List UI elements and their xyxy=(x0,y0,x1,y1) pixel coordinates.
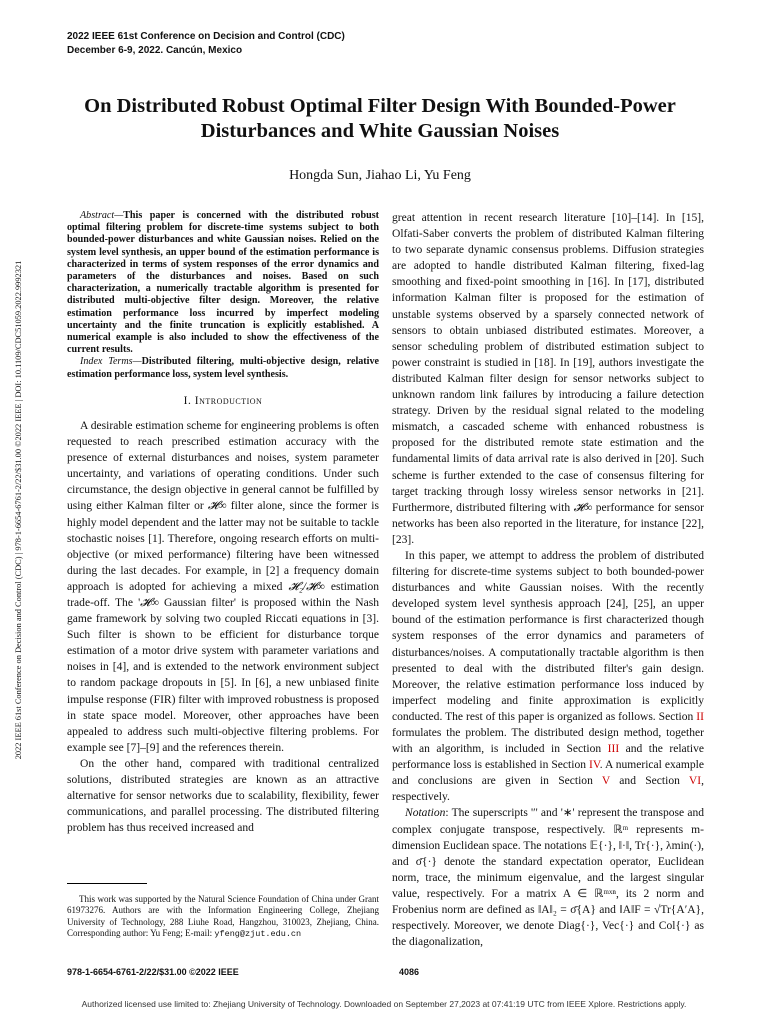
right-column xyxy=(392,210,704,950)
conference-header xyxy=(67,30,345,58)
section-link-ii[interactable]: II xyxy=(696,710,704,723)
authorized-use-notice: Authorized licensed use limited to: Zhejiang University of Technology. Downloaded on September 27,2023 at 07:41:19 UTC from IEEE Xplore. Restrictions apply. xyxy=(81,999,687,1009)
abstract-label: Abstract xyxy=(80,210,115,221)
abstract-text: This paper is concerned with the distributed robust optimal filtering problem for discrete-time systems subject to both bounded-power disturbances and white Gaussian noises. Relied on the system level synthesis, an upper bound of the estimation performance is characterized in terms of system responses of the error dynamics and parameters of the disturbances and noises. Based on such characterization, a numerically tractable algorithm is presented for distributed multi-objective filter design. Moreover, the relative estimation performance loss incurred by imperfect modeling uncertainty and the finite truncation is explicitly established. A numerical example is also included to show the effectiveness of the current results. xyxy=(67,210,379,356)
notation-label: Notation xyxy=(405,807,446,820)
section-link-v[interactable]: V xyxy=(601,775,611,788)
notation-paragraph: Notation: The superscripts '′' and '∗' represent the transpose and complex conjugate transpose, respectively. ℝᵐ represents m-dimension Euclidean space. The notations 𝔼{·}, ‖·‖, Tr{·}, λmin(·), and σ̄{·} denote the standard expectation operator, Euclidean norm, trace, the minimum eigenvalue, and the largest singular value, respectively. For a matrix A ∈ ℝᵐˣⁿ, its 2 norm and Frobenius norm are defined as ‖A‖₂ = σ̄{A} and ‖A‖F = √Tr{A′A}, respectively. Moreover, we denote Diag{·}, Vec{·} and Col{·} as the diagonalization, xyxy=(392,807,704,949)
footer-isbn: 978-1-6654-6761-2/22/$31.00 ©2022 IEEE xyxy=(67,967,239,977)
footnote: This work was supported by the Natural Science Foundation of China under Grant 61973276. Authors are with the Information Engineering College, Zhejiang University of Technology, 288 Liuhe Road, Hangzhou, 310023, Zhejiang, China. Corresponding author: Yu Feng; E-mail: yfeng@zjut.edu.cn xyxy=(67,894,379,939)
footnote-rule xyxy=(67,883,147,884)
conference-name: 2022 IEEE 61st Conference on Decision and Control (CDC) xyxy=(67,31,345,42)
doi-sidebar: 2022 IEEE 61st Conference on Decision and Control (CDC) | 978-1-6654-6761-2/22/$31.00 ©2022 IEEE | DOI: 10.1109/CDC51059.2022.9992321 xyxy=(14,260,23,760)
left-column xyxy=(67,210,379,836)
page-number: 4086 xyxy=(399,967,420,977)
intro-paragraph-2: On the other hand, compared with traditional centralized solutions, distributed strategies are known as an attractive alternative for sensor networks due to scalability, flexibility, fewer communications, and parallel processing. The distributed filtering problem has thus received increased and xyxy=(67,757,379,835)
conference-dates: December 6-9, 2022. Cancún, Mexico xyxy=(67,45,243,56)
title-line-1: On Distributed Robust Optimal Filter Design With Bounded-Power xyxy=(84,95,676,117)
math-h2-hinf: 𝓗₂/𝓗∞ xyxy=(288,580,325,593)
right-paragraph-1: great attention in recent research literature [10]–[14]. In [15], Olfati-Saber converts the problem of distributed Kalman filtering to two separate dynamic consensus problems. Diffusion strategies are adopted to handle distributed Kalman filtering, fixed-lag smoothing and fixed-point smoothing in [16]. In [17], distributed information Kalman filter is proposed for the estimation of unstable systems observed by a sparsely connected network of sensors to obtain unbiased distributed estimates. Moreover, a sensor scheduling problem of distributed estimation subject to power constraint is studied in [18]. In [19], authors investigate the distributed Kalman filter design for sensor networks subject to unknown random link failures by introducing a failure detection strategy. Driven by the residual signal related to the modeling mismatch, a cascaded scheme with enhanced robustness is proposed for the distributed remote state estimation and the fundamental limits of data arrival rate is also derived in [20]. Such scheme is further extended to the case of consensus filtering for target tracking through lossy wireless sensor networks in [21]. Furthermore, distributed filtering with 𝓗∞ performance for sensor networks has been also reported in the literature, for instance [22], [23]. xyxy=(392,212,705,546)
section-title: Introduction xyxy=(194,394,263,407)
section-number: I. xyxy=(183,394,192,407)
intro-paragraph-1: A desirable estimation scheme for engineering problems is often requested to reach prescribed estimation accuracy with the presence of external disturbances and noises, system parameter uncertainty, and variations of operating conditions. Under such circumstance, the design objective in general cannot be fulfilled by using either Kalman filter or 𝓗∞ filter alone, since the former is highly model dependent and the latter may not be suitable to tackle stochastic noises [1]. Therefore, ongoing research efforts on multi-objective (or mixed performance) filtering have been witnessed during the last decades. For example, in [2] a frequency domain approach is adopted for achieving a mixed 𝓗₂/𝓗∞ estimation trade-off. The '𝓗∞ Gaussian filter' is proposed within the Nash game framework by solving two coupled Riccati equations in [3]. Such filter is shown to be efficient for disturbance torque estimation of a motor drive system with parameter variations and noises in [4], and is extended to the network environment subject to random package dropouts in [5]. In [6], a new unbiased finite impulse response (FIR) filter with improved robustness is proposed in state space model. Moreover, other approaches have been appealed to address such multi-objective filtering problems. For example see [7]–[9] and the references therein. xyxy=(67,419,379,754)
section-link-vi[interactable]: VI xyxy=(688,775,702,788)
section-link-iv[interactable]: IV xyxy=(589,759,600,772)
index-terms-label: Index Terms xyxy=(80,356,133,368)
math-hinf: 𝓗∞ xyxy=(207,500,227,513)
section-heading-introduction xyxy=(67,393,379,409)
index-terms-text: Distributed filtering, multi-objective design, relative estimation performance loss, system level synthesis. xyxy=(67,356,379,380)
math-hinf: 𝓗∞ xyxy=(140,596,159,609)
paper-title xyxy=(60,94,700,144)
section-link-iii[interactable]: III xyxy=(607,743,620,756)
footnote-email: yfeng@zjut.edu.cn xyxy=(214,928,302,939)
math-hinf: 𝓗∞ xyxy=(573,501,593,514)
index-terms: Index Terms—Distributed filtering, multi-objective design, relative estimation performance loss, system level synthesis. xyxy=(67,356,379,380)
authors: Hongda Sun, Jiahao Li, Yu Feng xyxy=(289,168,471,183)
right-paragraph-2: In this paper, we attempt to address the problem of distributed filtering for discrete-time systems subject to both bounded-power disturbances and white Gaussian noises. With the recently developed system level synthesis approach [24], [25], an upper bound of the estimation performance is first characterized though system responses of the error dynamics and parameters of disturbances/noises. A computationally tractable algorithm is then presented to deal with the distributed filter's gain design. Moreover, the relative estimation performance loss induced by imperfect modeling and finite approximation is explicitly conducted. The rest of this paper is organized as follows. Section II formulates the problem. The distributed design method, together with an algorithm, is included in Section III and the relative performance loss is established in Section IV. A numerical example and conclusions are given in Section V and Section VI, respectively. xyxy=(392,549,704,804)
abstract: Abstract—This paper is concerned with the distributed robust optimal filtering problem for discrete-time systems subject to both bounded-power disturbances and white Gaussian noises. Relied on the system level synthesis, an upper bound of the estimation performance is characterized in terms of system responses of the error dynamics and parameters of the disturbances and noises. Based on such characterization, a numerically tractable algorithm is presented for distributed multi-objective filter design. Moreover, the relative estimation performance loss incurred by imperfect modeling uncertainty and the finite truncation is explicitly established. A numerical example is also included to show the effectiveness of the current results. xyxy=(67,210,379,356)
title-line-2: Disturbances and White Gaussian Noises xyxy=(200,120,560,142)
